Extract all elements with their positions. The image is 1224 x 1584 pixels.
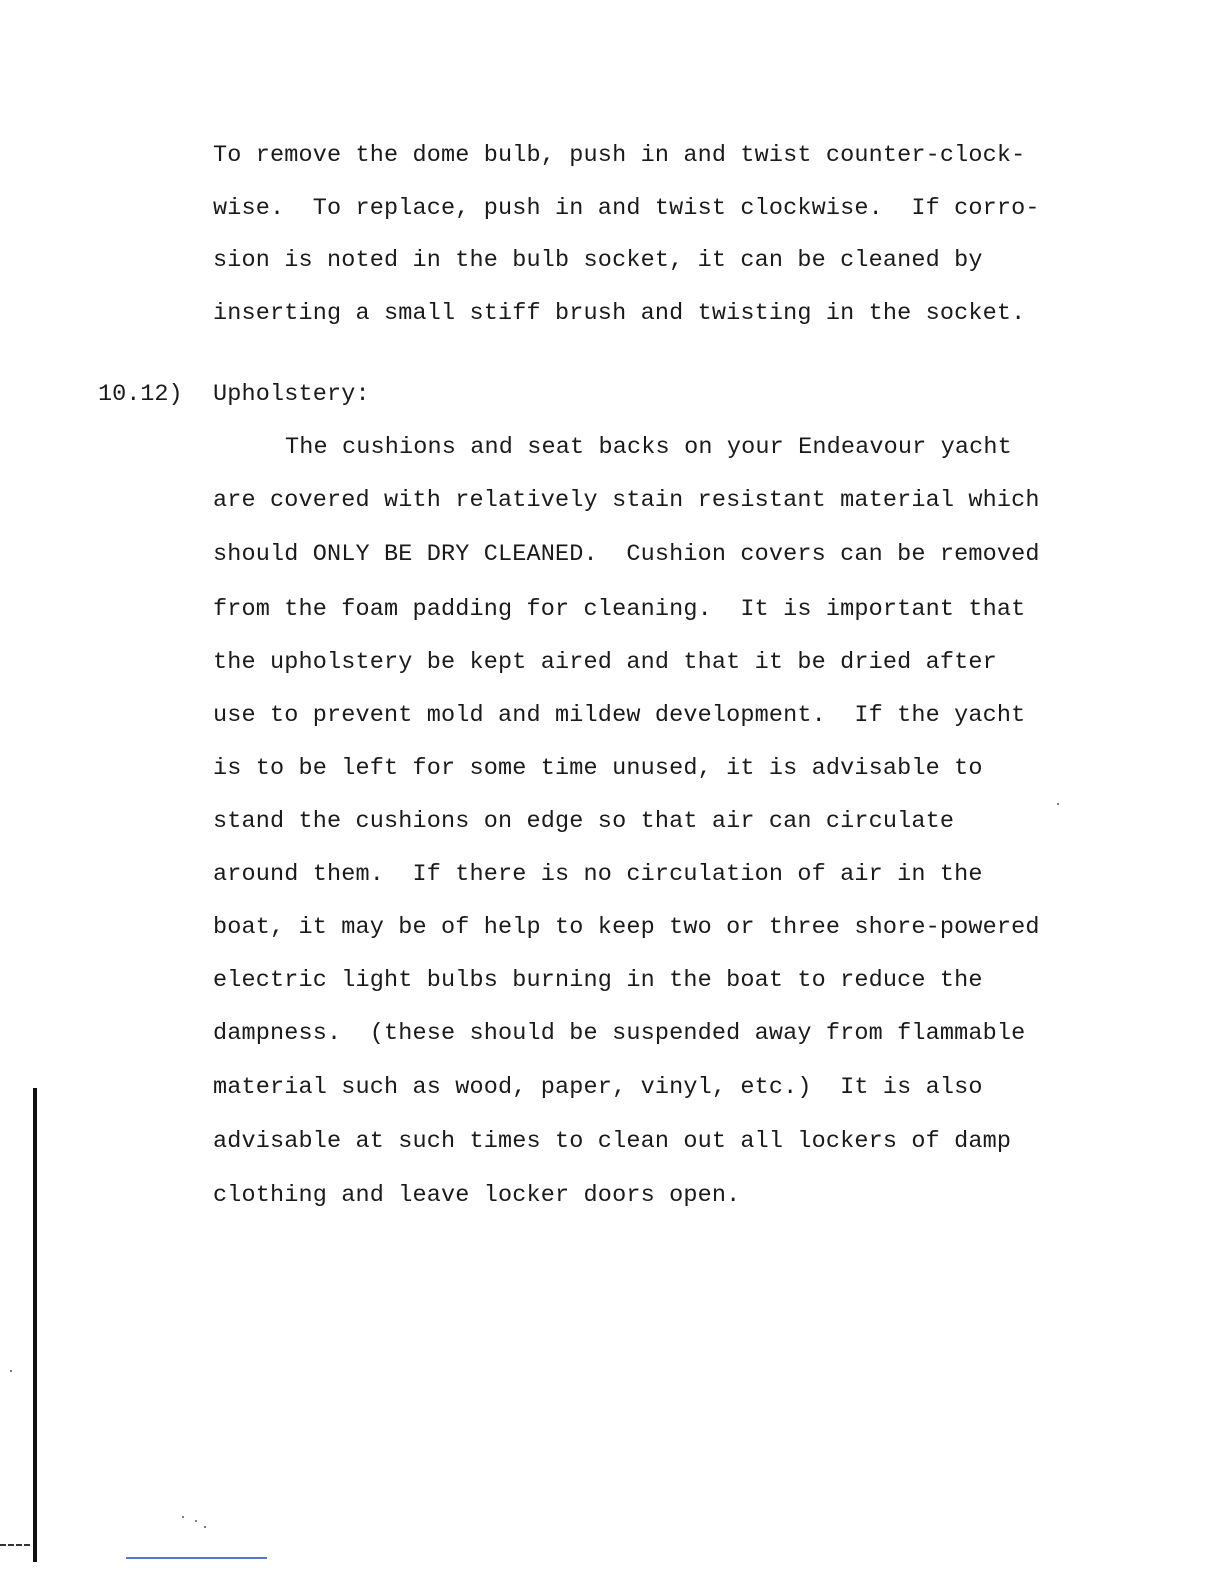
paragraph-2-line-14: advisable at such times to clean out all lockers of damp — [213, 1128, 1012, 1155]
paragraph-2-line-12: dampness. (these should be suspended away from flammable — [213, 1020, 1026, 1047]
section-number: 10.12) — [98, 381, 183, 408]
paragraph-2-line-3: should ONLY BE DRY CLEANED. Cushion covers can be removed — [213, 541, 1040, 568]
paragraph-2-line-4: from the foam padding for cleaning. It is important that — [213, 596, 1026, 623]
scan-speck — [182, 1516, 184, 1518]
paragraph-2-line-10: boat, it may be of help to keep two or three shore-powered — [213, 914, 1040, 941]
bottom-rule — [126, 1557, 267, 1559]
paragraph-2-line-15: clothing and leave locker doors open. — [213, 1182, 741, 1209]
margin-dash-mark — [0, 1544, 30, 1546]
paragraph-2-line-2: are covered with relatively stain resistant material which — [213, 487, 1040, 514]
paragraph-2-line-7: is to be left for some time unused, it is advisable to — [213, 755, 983, 782]
paragraph-1-line-3: sion is noted in the bulb socket, it can be cleaned by — [213, 247, 983, 274]
paragraph-2-line-6: use to prevent mold and mildew development. If the yacht — [213, 702, 1026, 729]
scan-speck — [204, 1526, 206, 1528]
paragraph-1-line-4: inserting a small stiff brush and twisting in the socket. — [213, 300, 1026, 327]
scan-speck — [10, 1370, 12, 1372]
paragraph-2-line-9: around them. If there is no circulation of air in the — [213, 861, 983, 888]
paragraph-1-line-1: To remove the dome bulb, push in and twist counter-clock- — [213, 142, 1026, 169]
scan-speck — [195, 1520, 197, 1522]
paragraph-2-line-13: material such as wood, paper, vinyl, etc.) It is also — [213, 1074, 983, 1101]
paragraph-2-line-5: the upholstery be kept aired and that it be dried after — [213, 649, 997, 676]
paragraph-1-line-2: wise. To replace, push in and twist clockwise. If corro- — [213, 195, 1040, 222]
paragraph-2-line-8: stand the cushions on edge so that air can circulate — [213, 808, 955, 835]
section-heading: Upholstery: — [213, 381, 370, 408]
paragraph-2-line-1: The cushions and seat backs on your Endeavour yacht — [285, 434, 1012, 461]
margin-change-bar — [33, 1088, 37, 1562]
paragraph-2-line-11: electric light bulbs burning in the boat to reduce the — [213, 967, 983, 994]
scan-speck — [1057, 803, 1059, 805]
